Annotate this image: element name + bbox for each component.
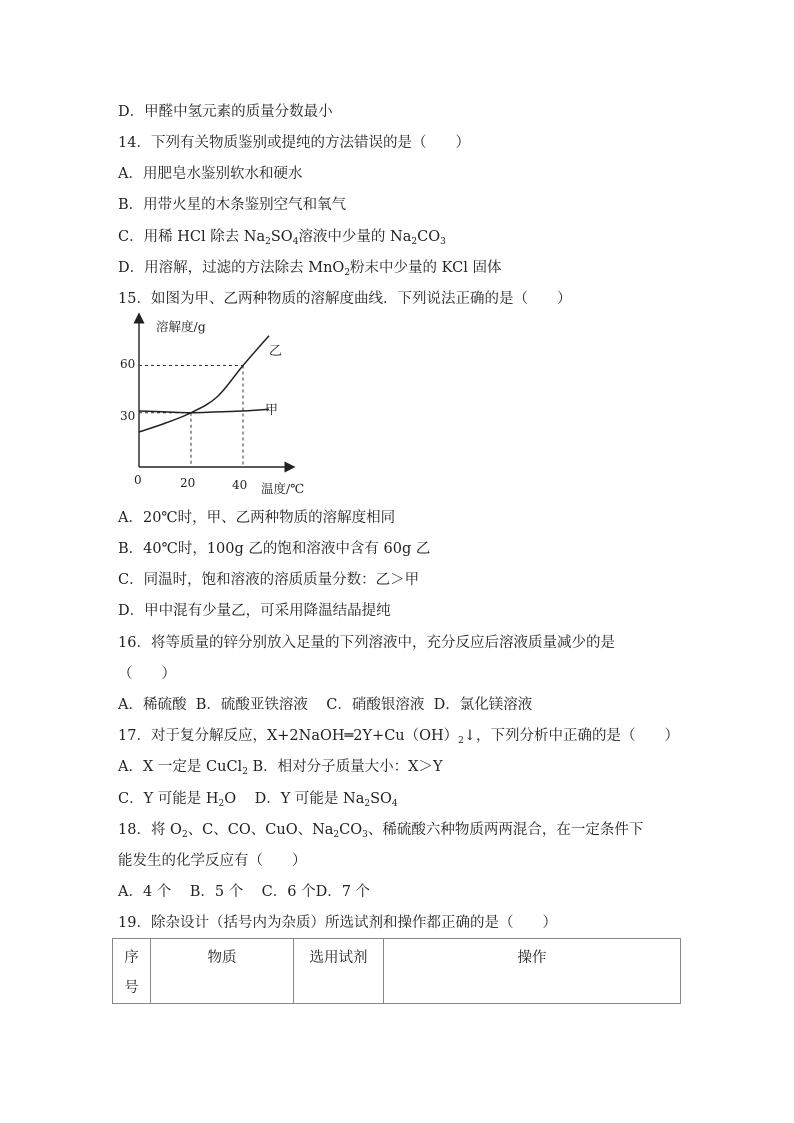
q17-options-ab: A．X 一定是 CuCl$_2$ B．相对分子质量大小：X＞Y	[118, 759, 443, 777]
q19-table	[112, 938, 681, 1004]
x-tick-0: 0	[134, 473, 142, 487]
series-label-yi: 乙	[269, 344, 283, 359]
y-tick-30: 30	[120, 409, 136, 423]
x-tick-20: 20	[180, 476, 196, 490]
q18-options: A．4 个 B．5 个 C．6 个D．7 个	[118, 884, 371, 900]
x-tick-40: 40	[232, 478, 248, 492]
series-line-jia	[139, 409, 269, 413]
table-header-row	[113, 939, 681, 1004]
series-line-yi	[139, 336, 269, 432]
q19-stem: 19．除杂设计（括号内为杂质）所选试剂和操作都正确的是（ ）	[118, 915, 557, 931]
q15-option-d: D．甲中混有少量乙，可采用降温结晶提纯	[118, 603, 391, 619]
q14-option-d: D．用溶解，过滤的方法除去 MnO$_2$粉末中少量的 KCl 固体	[118, 260, 502, 278]
q14-option-c: C．用稀 HCl 除去 $Na_2SO_4$溶液中少量的 $Na_2CO_3$	[118, 229, 446, 247]
q16-paren: （ ）	[118, 666, 176, 682]
header-cell-operation: 操作	[384, 939, 681, 1004]
y-tick-60: 60	[120, 357, 136, 371]
x-axis-label: 温度/℃	[261, 481, 305, 496]
q17-options-cd: C．Y 可能是 $H_2O$ D．Y 可能是 $Na_2SO_4$	[118, 791, 398, 809]
q15-stem: 15．如图为甲、乙两种物质的溶解度曲线．下列说法正确的是（ ）	[118, 291, 572, 307]
q15-option-c: C．同温时，饱和溶液的溶质质量分数：乙＞甲	[118, 572, 420, 588]
q15-option-a: A．20℃时，甲、乙两种物质的溶解度相同	[118, 510, 396, 526]
q14-option-a: A．用肥皂水鉴别软水和硬水	[118, 166, 303, 182]
q14-stem: 14．下列有关物质鉴别或提纯的方法错误的是（ ）	[118, 135, 470, 151]
q16-stem: 16．将等质量的锌分别放入足量的下列溶液中，充分反应后溶液质量减少的是	[118, 635, 615, 651]
q13-option-d: D．甲醛中氢元素的质量分数最小	[118, 104, 333, 120]
q17-stem: 17．对于复分解反应，$X+2NaOH═2Y+Cu(OH)_2↓$，下列分析中正确的是（ ）	[118, 728, 680, 746]
header-cell-substance: 物质	[151, 939, 294, 1004]
header-cell-index: 序号	[113, 939, 151, 1004]
y-axis-label: 溶解度/g	[156, 319, 206, 334]
series-label-jia: 甲	[265, 403, 279, 418]
header-cell-reagent: 选用试剂	[294, 939, 384, 1004]
solubility-chart	[114, 312, 324, 500]
q15-option-b: B．40℃时，100g 乙的饱和溶液中含有 60g 乙	[118, 541, 431, 557]
q14-option-b: B．用带火星的木条鉴别空气和氧气	[118, 197, 347, 213]
q16-options: A．稀硫酸 B．硫酸亚铁溶液 C．硝酸银溶液 D．氯化镁溶液	[118, 697, 533, 713]
q18-stem-line2: 能发生的化学反应有（ ）	[118, 853, 307, 869]
q18-stem: 18．将 $O_2$、C、CO、CuO、$Na_2CO_3$、稀硫酸六种物质两两混合，在一定条件下	[118, 822, 644, 840]
